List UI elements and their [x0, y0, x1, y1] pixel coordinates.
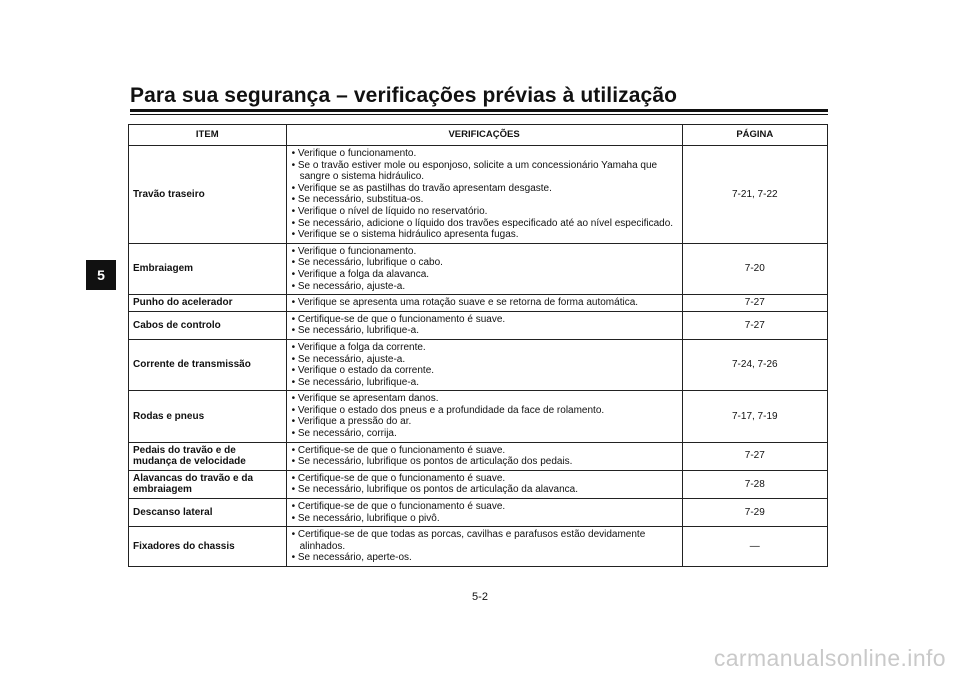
- row-item: Alavancas do travão e da embraiagem: [129, 470, 287, 498]
- check-item: • Verifique se as pastilhas do travão apresentam desgaste.: [291, 183, 678, 195]
- chapter-tab: 5: [86, 260, 116, 290]
- row-checks: [286, 442, 682, 470]
- table-row: [129, 527, 828, 567]
- row-checks: [286, 339, 682, 390]
- check-item: • Se necessário, lubrifique os pontos de articulação dos pedais.: [291, 456, 678, 468]
- row-item: Rodas e pneus: [129, 391, 287, 442]
- check-item: • Verifique se apresentam danos.: [291, 393, 678, 405]
- check-list: [291, 246, 678, 292]
- row-page: 7-21, 7-22: [682, 146, 827, 244]
- check-item: • Certifique-se de que todas as porcas, cavilhas e parafusos estão devidamente alinhados.: [291, 529, 678, 552]
- check-item: • Se necessário, adicione o líquido dos travões especificado até ao nível especificado.: [291, 218, 678, 230]
- row-checks: [286, 499, 682, 527]
- row-item: Corrente de transmissão: [129, 339, 287, 390]
- watermark: carmanualsonline.info: [713, 645, 946, 671]
- row-item: Embraiagem: [129, 243, 287, 294]
- check-list: [291, 445, 678, 468]
- row-checks: [286, 295, 682, 312]
- check-item: • Verifique o nível de líquido no reservatório.: [291, 206, 678, 218]
- table-row: [129, 442, 828, 470]
- check-item: • Verifique se o sistema hidráulico apresenta fugas.: [291, 229, 678, 241]
- row-page: 7-27: [682, 295, 827, 312]
- row-page: —: [682, 527, 827, 567]
- page-number: 5-2: [472, 591, 488, 603]
- check-list: [291, 473, 678, 496]
- check-item: • Verifique o estado dos pneus e a profundidade da face de rolamento.: [291, 405, 678, 417]
- check-item: • Se necessário, lubrifique o cabo.: [291, 257, 678, 269]
- page-title: Para sua segurança – verificações prévias à utilização: [130, 84, 678, 107]
- row-item: Cabos de controlo: [129, 311, 287, 339]
- check-item: • Verifique a folga da alavanca.: [291, 269, 678, 281]
- row-item: Pedais do travão e de mudança de velocidade: [129, 442, 287, 470]
- row-checks: [286, 391, 682, 442]
- header-checks: VERIFICAÇÕES: [286, 125, 682, 146]
- row-page: 7-27: [682, 442, 827, 470]
- header-page: PÁGINA: [682, 125, 827, 146]
- check-item: • Se necessário, lubrifique-a.: [291, 325, 678, 337]
- check-item: • Verifique o estado da corrente.: [291, 365, 678, 377]
- header-item: ITEM: [129, 125, 287, 146]
- row-page: 7-28: [682, 470, 827, 498]
- row-checks: [286, 243, 682, 294]
- row-page: 7-17, 7-19: [682, 391, 827, 442]
- table-row: [129, 499, 828, 527]
- title-rule-thin: [130, 114, 828, 115]
- check-item: • Se o travão estiver mole ou esponjoso, solicite a um concessionário Yamaha que sangre o sistema hidráulico.: [291, 160, 678, 183]
- row-checks: [286, 311, 682, 339]
- check-item: • Se necessário, substitua-os.: [291, 194, 678, 206]
- check-item: • Verifique o funcionamento.: [291, 246, 678, 258]
- check-list: [291, 529, 678, 564]
- check-item: • Se necessário, corrija.: [291, 428, 678, 440]
- check-item: • Verifique a folga da corrente.: [291, 342, 678, 354]
- checks-table: [128, 124, 828, 567]
- check-item: • Certifique-se de que o funcionamento é suave.: [291, 473, 678, 485]
- check-item: • Certifique-se de que o funcionamento é suave.: [291, 501, 678, 513]
- row-page: 7-20: [682, 243, 827, 294]
- table-row: [129, 470, 828, 498]
- row-page: 7-24, 7-26: [682, 339, 827, 390]
- check-list: [291, 148, 678, 241]
- check-item: • Se necessário, lubrifique-a.: [291, 377, 678, 389]
- table-row: [129, 146, 828, 244]
- check-list: [291, 501, 678, 524]
- title-rule-thick: [130, 109, 828, 112]
- row-item: Travão traseiro: [129, 146, 287, 244]
- row-checks: [286, 527, 682, 567]
- row-item: Punho do acelerador: [129, 295, 287, 312]
- table-body: [129, 146, 828, 567]
- check-item: • Se necessário, lubrifique os pontos de articulação da alavanca.: [291, 484, 678, 496]
- table-row: [129, 339, 828, 390]
- table-header-row: [129, 125, 828, 146]
- check-list: [291, 393, 678, 439]
- check-list: [291, 314, 678, 337]
- check-item: • Verifique se apresenta uma rotação suave e se retorna de forma automática.: [291, 297, 678, 309]
- row-page: 7-29: [682, 499, 827, 527]
- check-item: • Se necessário, lubrifique o pivô.: [291, 513, 678, 525]
- row-checks: [286, 470, 682, 498]
- table-row: [129, 295, 828, 312]
- check-item: • Verifique a pressão do ar.: [291, 416, 678, 428]
- check-item: • Certifique-se de que o funcionamento é suave.: [291, 445, 678, 457]
- table-row: [129, 391, 828, 442]
- check-list: [291, 297, 678, 309]
- table-row: [129, 243, 828, 294]
- check-item: • Se necessário, ajuste-a.: [291, 281, 678, 293]
- row-item: Fixadores do chassis: [129, 527, 287, 567]
- check-list: [291, 342, 678, 388]
- row-page: 7-27: [682, 311, 827, 339]
- check-item: • Verifique o funcionamento.: [291, 148, 678, 160]
- check-item: • Se necessário, ajuste-a.: [291, 354, 678, 366]
- check-item: • Certifique-se de que o funcionamento é suave.: [291, 314, 678, 326]
- check-item: • Se necessário, aperte-os.: [291, 552, 678, 564]
- row-item: Descanso lateral: [129, 499, 287, 527]
- row-checks: [286, 146, 682, 244]
- table-row: [129, 311, 828, 339]
